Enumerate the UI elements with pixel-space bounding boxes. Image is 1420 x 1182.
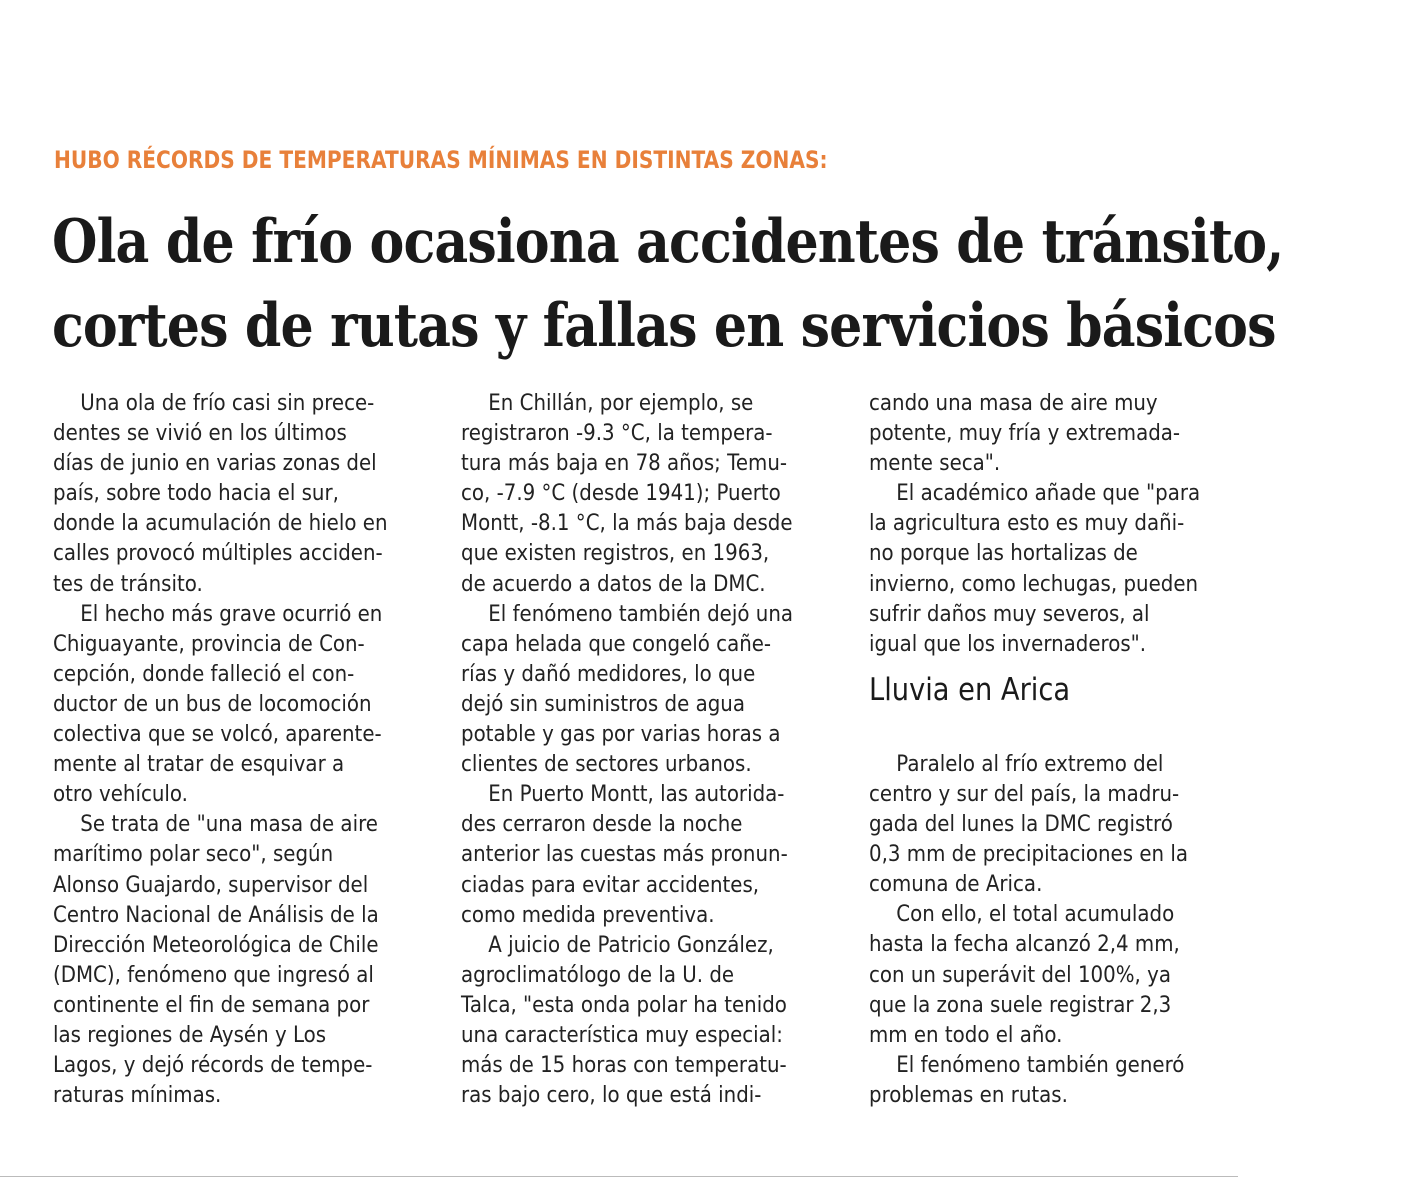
body-text-line: mente al tratar de esquivar a xyxy=(53,751,345,778)
body-text-line: capa helada que congeló cañe- xyxy=(461,630,772,657)
body-text-line: días de junio en varias zonas del xyxy=(53,450,377,477)
body-text-line: de acuerdo a datos de la DMC. xyxy=(461,570,766,597)
body-text-line: cando una masa de aire muy xyxy=(869,390,1158,416)
bottom-rule xyxy=(0,1176,1238,1177)
body-text-line: hasta la fecha alcanzó 2,4 mm, xyxy=(869,931,1180,958)
body-text-line: rías y dañó medidores, lo que xyxy=(461,660,756,687)
body-text-line: gada del lunes la DMC registró xyxy=(869,811,1173,838)
body-text-line: ciadas para evitar accidentes, xyxy=(461,871,760,898)
body-text-line: co, -7.9 °C (desde 1941); Puerto xyxy=(461,480,781,507)
body-text-line: Talca, "esta onda polar ha tenido xyxy=(461,991,787,1018)
body-text-line: En Puerto Montt, las autorida- xyxy=(488,781,785,808)
body-text-line: una característica muy especial: xyxy=(461,1021,783,1048)
body-text-line: El académico añade que "para xyxy=(896,480,1201,507)
body-text-line: (DMC), fenómeno que ingresó al xyxy=(53,961,374,988)
body-text-line: Paralelo al frío extremo del xyxy=(896,750,1164,777)
body-text-line: tes de tránsito. xyxy=(53,570,203,597)
body-text-line: como medida preventiva. xyxy=(461,901,715,928)
body-text-line: que existen registros, en 1963, xyxy=(461,540,770,567)
body-column-3 xyxy=(869,388,1245,1110)
body-text-line: agroclimatólogo de la U. de xyxy=(461,961,735,988)
body-text-line: Con ello, el total acumulado xyxy=(896,901,1175,928)
body-text-line: potable y gas por varias horas a xyxy=(461,721,781,748)
body-text-line: mente seca". xyxy=(869,450,1001,477)
body-text-line: con un superávit del 100%, ya xyxy=(869,961,1171,988)
body-text-line: colectiva que se volcó, aparente- xyxy=(53,721,382,748)
body-text-line: Lagos, y dejó récords de tempe- xyxy=(53,1052,373,1079)
body-text-line: Chiguayante, provincia de Con- xyxy=(53,630,365,657)
body-text-line: anterior las cuestas más pronun- xyxy=(461,841,788,868)
article-kicker: HUBO RÉCORDS DE TEMPERATURAS MÍNIMAS EN DISTINTAS ZONAS: xyxy=(54,146,828,174)
body-text-line: clientes de sectores urbanos. xyxy=(461,751,752,778)
body-text-line: Una ola de frío casi sin prece- xyxy=(80,390,375,416)
body-text-line: El fenómeno también dejó una xyxy=(488,600,794,627)
body-text-line: la agricultura esto es muy dañi- xyxy=(869,510,1185,537)
body-text-line: comuna de Arica. xyxy=(869,871,1043,898)
body-text-line: En Chillán, por ejemplo, se xyxy=(488,390,754,416)
body-text-line: potente, muy fría y extremada- xyxy=(869,420,1181,447)
body-column-1 xyxy=(53,388,433,1110)
body-text-line: ductor de un bus de locomoción xyxy=(53,690,372,717)
body-text-line: otro vehículo. xyxy=(53,781,188,808)
body-text-line: centro y sur del país, la madru- xyxy=(869,780,1180,807)
body-text-line: dentes se vivió en los últimos xyxy=(53,420,347,447)
body-text-line: ras bajo cero, lo que está indi- xyxy=(461,1082,762,1109)
body-text-line: país, sobre todo hacia el sur, xyxy=(53,480,339,507)
body-text-line: 0,3 mm de precipitaciones en la xyxy=(869,841,1189,868)
body-text-line: sufrir daños muy severos, al xyxy=(869,600,1150,627)
body-text-line: igual que los invernaderos". xyxy=(869,630,1147,657)
body-text-line: A juicio de Patricio González, xyxy=(488,931,774,958)
headline-line-2: cortes de rutas y fallas en servicios básicos xyxy=(52,291,1276,361)
article-headline xyxy=(52,200,1283,368)
section-subhead: Lluvia en Arica xyxy=(869,671,1071,708)
body-text-line: raturas mínimas. xyxy=(53,1082,222,1109)
body-text-line: El fenómeno también generó xyxy=(896,1051,1185,1078)
body-column-2 xyxy=(461,388,838,1110)
body-text-line: des cerraron desde la noche xyxy=(461,811,743,838)
body-text-line: Dirección Meteorológica de Chile xyxy=(53,931,379,958)
body-text-line: no porque las hortalizas de xyxy=(869,540,1138,567)
body-text-line: continente el fin de semana por xyxy=(53,991,370,1018)
body-text-line: más de 15 horas con temperatu- xyxy=(461,1052,787,1079)
body-text-line: Montt, -8.1 °C, la más baja desde xyxy=(461,510,793,537)
body-text-line: las regiones de Aysén y Los xyxy=(53,1021,327,1048)
headline-line-1: Ola de frío ocasiona accidentes de tránsito, xyxy=(52,207,1284,277)
body-text-line: cepción, donde falleció el con- xyxy=(53,660,355,687)
body-text-line: tura más baja en 78 años; Temu- xyxy=(461,450,788,477)
body-text-line: invierno, como lechugas, pueden xyxy=(869,570,1199,597)
body-text-line: mm en todo el año. xyxy=(869,1021,1063,1048)
body-text-line: problemas en rutas. xyxy=(869,1081,1068,1108)
body-text-line: marítimo polar seco", según xyxy=(53,841,334,868)
body-text-line: Se trata de "una masa de aire xyxy=(80,811,378,838)
body-text-line: donde la acumulación de hielo en xyxy=(53,510,388,537)
body-text-line: registraron -9.3 °C, la tempera- xyxy=(461,420,773,447)
body-text-line: dejó sin suministros de agua xyxy=(461,690,745,717)
body-text-line: que la zona suele registrar 2,3 xyxy=(869,991,1172,1018)
body-text-line: Alonso Guajardo, supervisor del xyxy=(53,871,369,898)
body-text-line: El hecho más grave ocurrió en xyxy=(80,600,383,627)
body-text-line: calles provocó múltiples acciden- xyxy=(53,540,383,567)
body-text-line: Centro Nacional de Análisis de la xyxy=(53,901,379,928)
